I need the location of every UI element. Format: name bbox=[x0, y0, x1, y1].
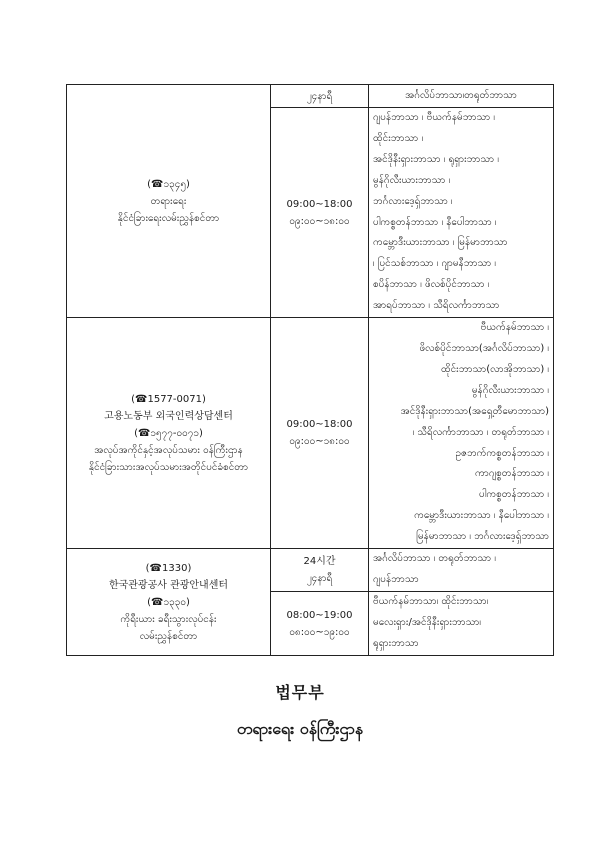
language-line: မြန်မာဘာသာ ၊ ဘင်္ဂလားဒေ့ရှ်ဘာသာ bbox=[416, 531, 549, 543]
service-name-line: 고용노동부 외국인력상담센터 bbox=[104, 410, 233, 422]
hours-cell bbox=[271, 549, 369, 592]
language-line: ဗီယက်နမ်ဘာသာ၊ ထိုင်းဘာသာ၊ bbox=[373, 596, 489, 608]
service-name-line: 한국관광공사 관광안내센터 bbox=[108, 579, 229, 591]
language-line: ရုရှားဘာသာ bbox=[373, 637, 419, 649]
table-row bbox=[67, 549, 554, 592]
hours-line: ၂၄နာရီ bbox=[306, 573, 333, 585]
language-line: ဘင်္ဂလားဒေ့ရှ်ဘာသာ ၊ bbox=[373, 195, 453, 207]
languages-cell bbox=[369, 108, 554, 318]
hours-line: 09:00~18:00 bbox=[286, 198, 353, 210]
language-line: ဖိလစ်ပိုင်ဘာသာ(အင်္ဂလိပ်ဘာသာ) ၊ bbox=[419, 342, 549, 354]
service-name-line: ကိုရီးယား ခရီးသွားလုပ်ငန်း bbox=[120, 613, 217, 625]
hours-line: ၂၄နာရီ bbox=[306, 90, 333, 102]
service-name-cell bbox=[67, 318, 271, 549]
language-line: ဂျပန်ဘာသာ ၊ ဗီယက်နမ်ဘာသာ ၊ bbox=[373, 112, 496, 123]
service-name-line: တရားရေး bbox=[150, 195, 187, 207]
hours-line: ၀၉:၀၀~၁၈:၀၀ bbox=[289, 215, 350, 227]
hours-cell bbox=[271, 85, 369, 108]
language-line: အာရပ်ဘာသာ ၊ သီရိလင်္ကာဘာသာ bbox=[373, 300, 500, 312]
ministry-subtitle: တရားရေး ဝန်ကြီးဌာန bbox=[236, 719, 364, 738]
hours-line: ၀၈:၀၀~၁၉:၀၀ bbox=[289, 626, 350, 638]
service-name-line: နိုင်ငံခြားရေးလမ်းညွှန်စင်တာ bbox=[117, 212, 220, 224]
language-line: ၊ သီရိလင်္ကာဘာသာ ၊ တရုတ်ဘာသာ ၊ bbox=[412, 426, 549, 438]
language-line: ပါကစ္စတန်ဘာသာ ၊ နီပေါဘာသာ ၊ bbox=[373, 216, 497, 228]
language-line: အင်္ဂလိပ်ဘာသာ၊တရုတ်ဘာသာ bbox=[405, 89, 517, 101]
languages-cell bbox=[369, 318, 554, 549]
table-row bbox=[67, 318, 554, 549]
languages-cell bbox=[369, 549, 554, 592]
language-line: မွန်ဂိုလီးယားဘာသာ ၊ bbox=[373, 174, 451, 186]
hours-cell bbox=[271, 318, 369, 549]
hours-line: 08:00~19:00 bbox=[286, 609, 353, 621]
language-line: ၊ ပြင်သစ်ဘာသာ ၊ ဂျာမနီဘာသာ ၊ bbox=[373, 258, 497, 270]
language-line: မွန်ဂိုလီးယားဘာသာ ၊ bbox=[471, 384, 549, 396]
language-line: အင်ဒိုနီးရှားဘာသာ ၊ ရုရှားဘာသာ ၊ bbox=[373, 153, 499, 165]
hours-cell bbox=[271, 592, 369, 656]
hours-cell bbox=[271, 108, 369, 318]
service-phone: (☎၁၃၄၅) bbox=[147, 178, 190, 190]
service-table bbox=[66, 84, 554, 656]
language-line: ဥဇဘက်ကစ္စတန်ဘာသာ ၊ bbox=[455, 447, 549, 459]
language-line: ထိုင်းဘာသာ(လာအိုဘာသာ) ၊ bbox=[440, 363, 549, 375]
service-name-line: နိုင်ငံခြားသားအလုပ်သမားအတိုင်ပင်ခံစင်တာ bbox=[88, 461, 249, 473]
languages-cell bbox=[369, 592, 554, 656]
language-line: ကမ္ဘောဒီးယားဘာသာ ၊ နီပေါဘာသာ ၊ bbox=[414, 510, 549, 522]
service-name-cell bbox=[67, 85, 271, 318]
service-name-line: အလုပ်အကိုင်နှင့်အလုပ်သမား ဝန်ကြီးဌာန bbox=[94, 444, 243, 456]
table-row bbox=[67, 85, 554, 108]
language-line: မလေးရှား/အင်ဒိုနီးရှားဘာသာ၊ bbox=[373, 617, 481, 629]
hours-line: 09:00~18:00 bbox=[286, 419, 353, 431]
language-line: အင်ဒိုနီးရှားဘာသာ(အရှေ့တီမောဘာသာ) bbox=[400, 405, 549, 417]
service-name-cell bbox=[67, 549, 271, 656]
service-name-line: လမ်းညွှန်စင်တာ bbox=[139, 630, 198, 642]
language-line: ကမ္ဘောဒီးယားဘာသာ ၊ မြန်မာဘာသာ bbox=[373, 237, 508, 249]
languages-cell bbox=[369, 85, 554, 108]
hours-line: ၀၉:၀၀~၁၈:၀၀ bbox=[289, 436, 350, 448]
language-line: စပိန်ဘာသာ ၊ ဖိလစ်ပိုင်ဘာသာ ၊ bbox=[373, 279, 490, 291]
language-line: ဗီယက်နမ်ဘာသာ ၊ bbox=[480, 322, 549, 334]
hours-line: 24시간 bbox=[303, 556, 336, 568]
service-phone: (☎1330) bbox=[145, 562, 192, 574]
language-line: ထိုင်းဘာသာ ၊ bbox=[373, 132, 424, 144]
service-name-line: (☎၁၃၃၀) bbox=[147, 596, 190, 608]
service-name-line: (☎၁၅၇၇-၀၀၇၁) bbox=[134, 427, 203, 439]
language-line: အင်္ဂလိပ်ဘာသာ ၊ တရုတ်ဘာသာ ၊ bbox=[373, 553, 496, 565]
language-line: ဂျပန်ဘာသာ bbox=[373, 574, 419, 586]
ministry-title: 법무부 bbox=[275, 683, 325, 702]
service-phone: (☎1577-0071) bbox=[131, 393, 206, 405]
language-line: ပါကစ္စတန်ဘာသာ ၊ bbox=[478, 489, 549, 501]
language-line: ကာဂျစ္စတန်ဘာသာ ၊ bbox=[474, 468, 549, 480]
